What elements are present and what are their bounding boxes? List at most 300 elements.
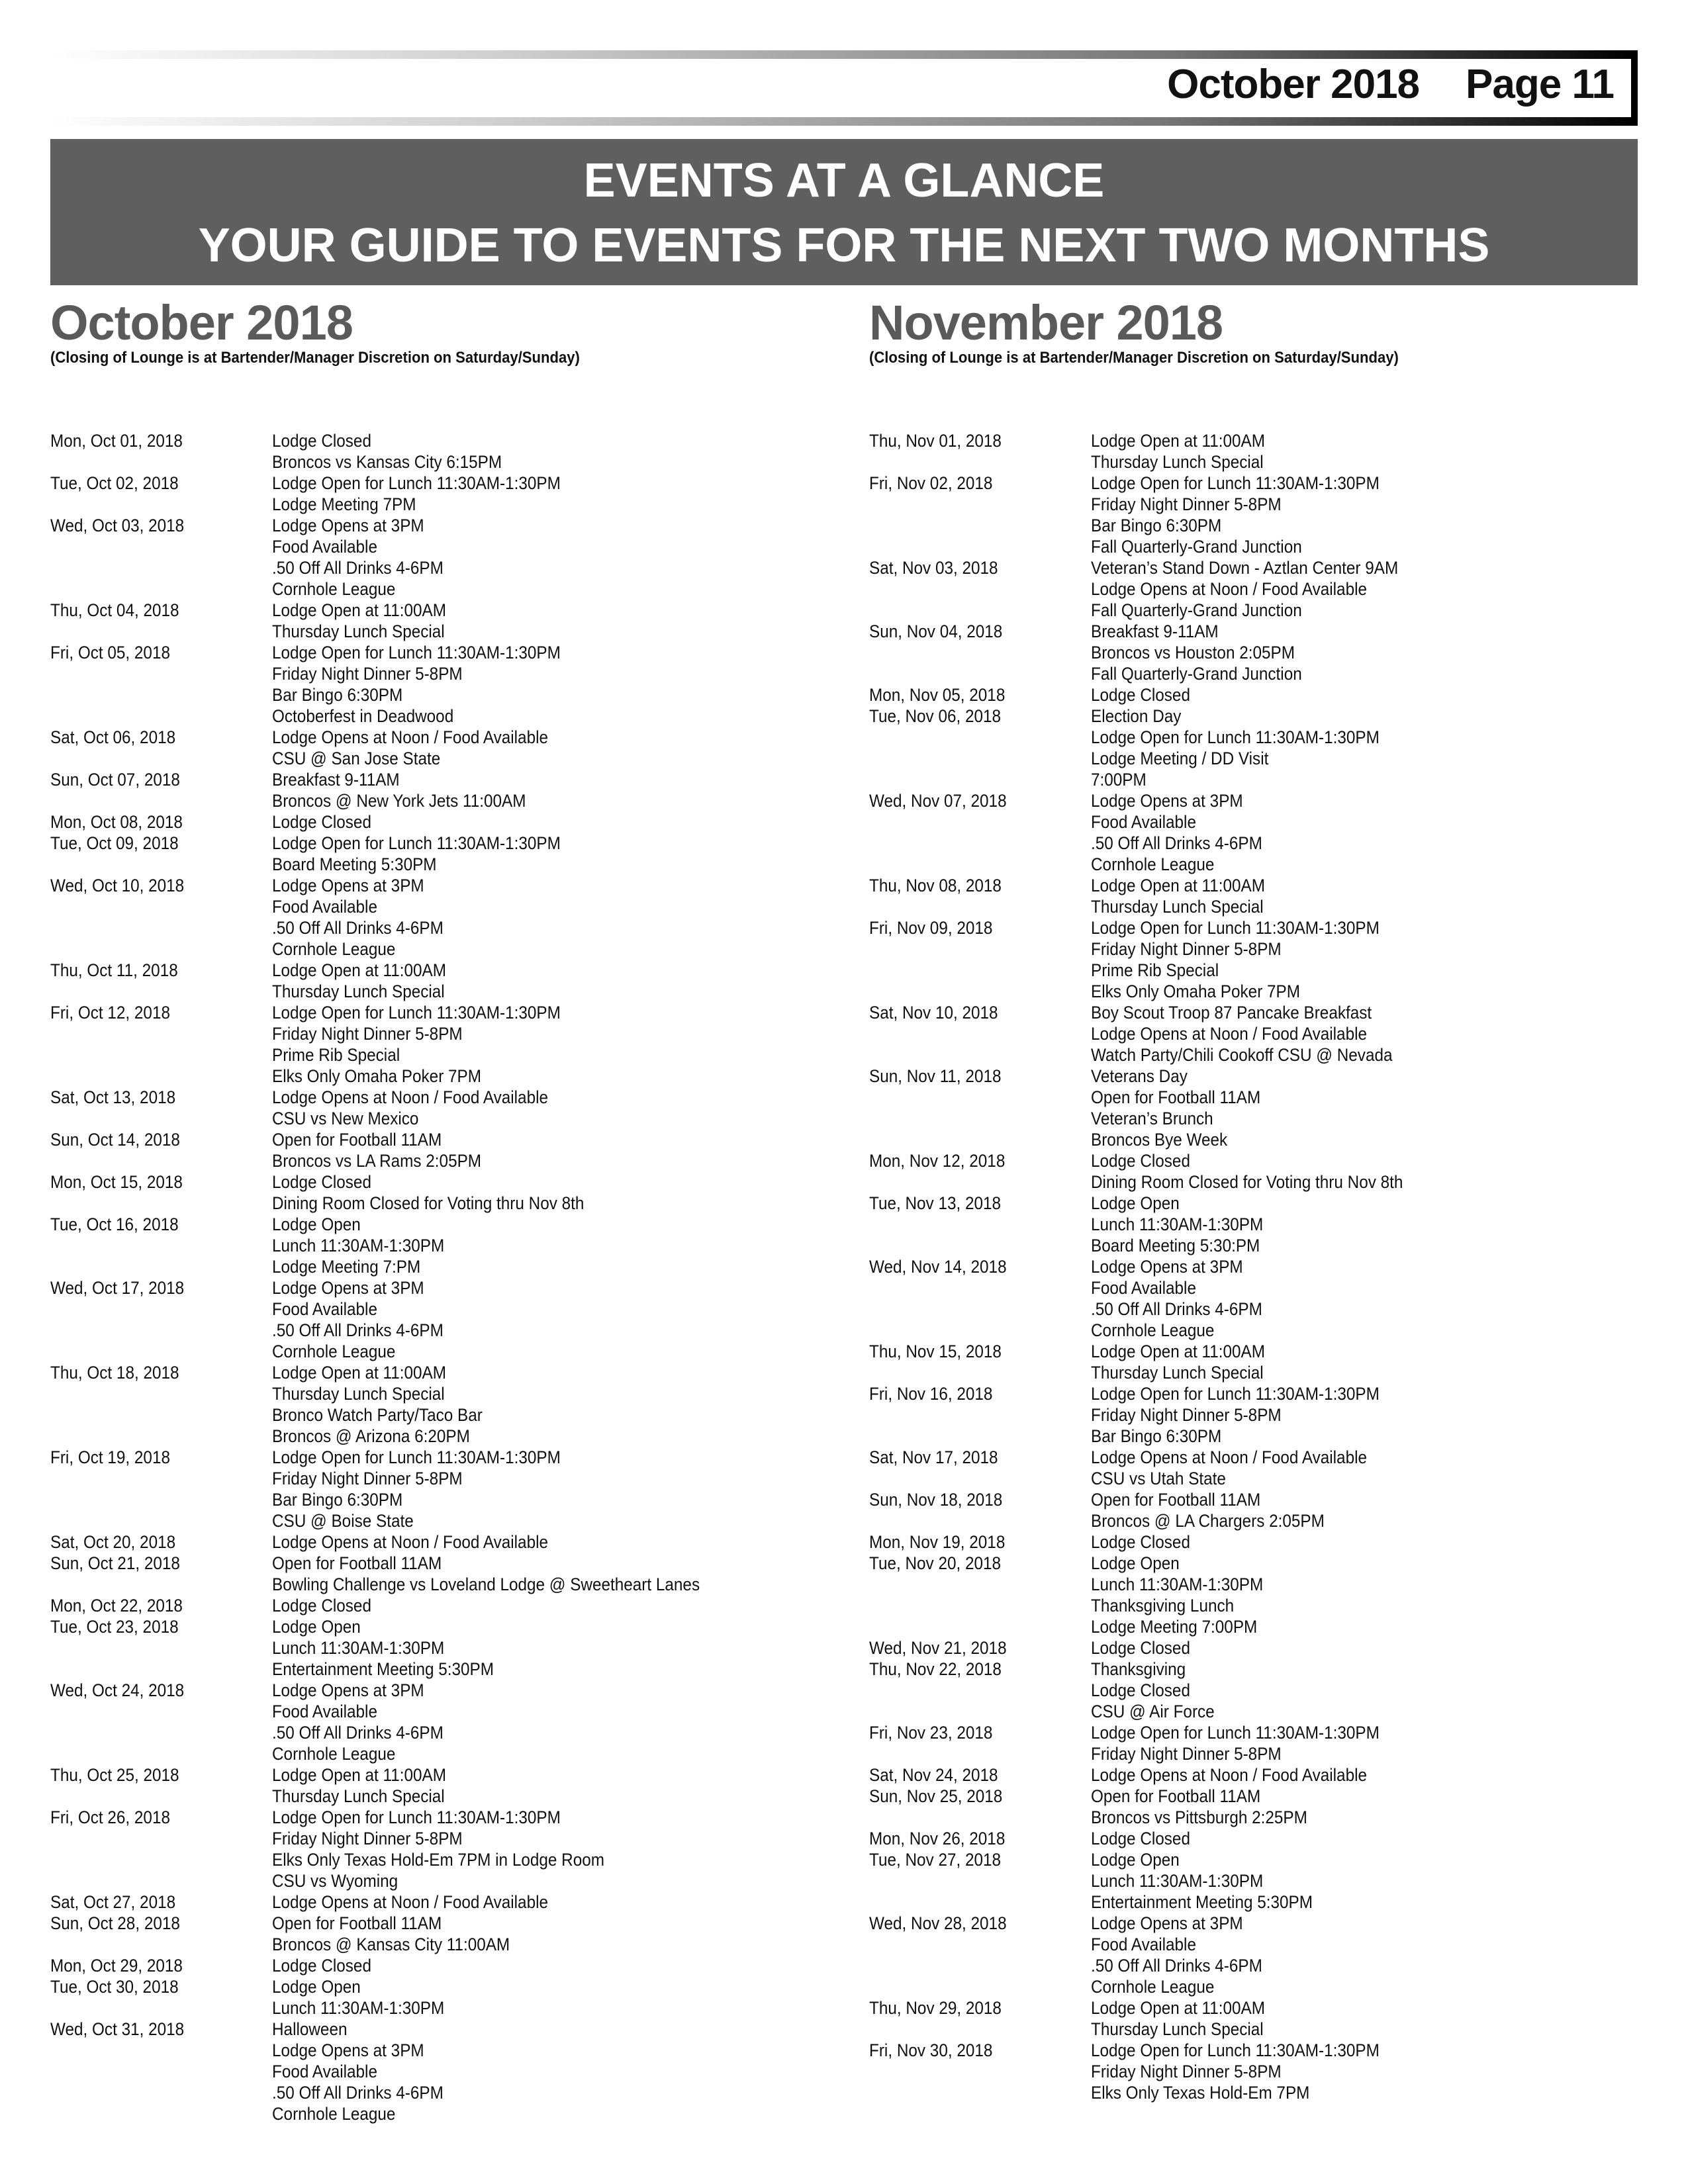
- event-item: Lodge Open at 11:00AM: [272, 600, 446, 620]
- day-date: Fri, Oct 26, 2018: [50, 1807, 170, 1827]
- day-events: [272, 600, 831, 642]
- event-item: Lodge Open for Lunch 11:30AM-1:30PM: [272, 473, 561, 493]
- event-item: Lodge Closed: [1091, 1638, 1190, 1658]
- event-item: Broncos @ Kansas City 11:00AM: [272, 1934, 510, 1954]
- day-date: Mon, Nov 12, 2018: [869, 1151, 1006, 1171]
- event-item: Lodge Open for Lunch 11:30AM-1:30PM: [1091, 1384, 1380, 1404]
- day-date: Wed, Oct 31, 2018: [50, 2019, 185, 2039]
- day-events: [272, 1447, 831, 1531]
- event-item: Open for Football 11AM: [272, 1913, 442, 1933]
- day-events: [1091, 1383, 1650, 1447]
- event-item: Lodge Open: [272, 1214, 361, 1234]
- event-item: Cornhole League: [272, 1744, 396, 1764]
- day-date: Sat, Nov 17, 2018: [869, 1447, 998, 1467]
- day-date: Mon, Oct 08, 2018: [50, 812, 183, 832]
- event-item: Food Available: [272, 897, 377, 917]
- day-events: [272, 1595, 831, 1616]
- event-item: Lodge Open at 11:00AM: [1091, 431, 1265, 451]
- day-entry: [869, 1531, 1650, 1553]
- day-date: Sat, Nov 24, 2018: [869, 1765, 998, 1785]
- day-date: Wed, Nov 07, 2018: [869, 791, 1007, 811]
- day-entry: [50, 515, 831, 600]
- event-item: Broncos vs Houston 2:05PM: [1091, 643, 1295, 662]
- day-date: Sat, Oct 27, 2018: [50, 1892, 176, 1912]
- day-date: Fri, Nov 23, 2018: [869, 1723, 993, 1743]
- event-item: 7:00PM: [1091, 770, 1147, 790]
- day-entry: [50, 1171, 831, 1214]
- event-item: Lodge Open for Lunch 11:30AM-1:30PM: [272, 643, 561, 662]
- event-item: Board Meeting 5:30:PM: [1091, 1236, 1260, 1255]
- event-item: Lunch 11:30AM-1:30PM: [272, 1236, 445, 1255]
- event-item: Broncos @ Arizona 6:20PM: [272, 1426, 470, 1446]
- event-item: Friday Night Dinner 5-8PM: [1091, 2062, 1282, 2081]
- day-events: [272, 1913, 831, 1955]
- day-date: Tue, Nov 13, 2018: [869, 1193, 1002, 1213]
- event-item: Lodge Open at 11:00AM: [272, 1765, 446, 1785]
- day-entry: [869, 557, 1650, 621]
- event-item: Thanksgiving Lunch: [1091, 1596, 1235, 1615]
- event-item: Fall Quarterly-Grand Junction: [1091, 537, 1302, 557]
- day-entry: [869, 1659, 1650, 1722]
- day-date: Mon, Oct 22, 2018: [50, 1596, 183, 1615]
- day-entry: [869, 1849, 1650, 1913]
- day-date: Wed, Nov 14, 2018: [869, 1257, 1007, 1277]
- day-date: Thu, Nov 22, 2018: [869, 1659, 1002, 1679]
- event-item: Open for Football 11AM: [272, 1553, 442, 1573]
- day-entry: [50, 1955, 831, 1976]
- event-item: Food Available: [272, 1299, 377, 1319]
- day-entry: [50, 1553, 831, 1595]
- event-item: Lodge Open: [1091, 1193, 1180, 1213]
- event-item: Lunch 11:30AM-1:30PM: [1091, 1574, 1264, 1594]
- day-entry: [869, 1997, 1650, 2040]
- event-item: Lodge Open for Lunch 11:30AM-1:30PM: [1091, 473, 1380, 493]
- day-entry: [50, 1595, 831, 1616]
- day-date: Thu, Nov 15, 2018: [869, 1342, 1002, 1361]
- event-item: CSU vs Utah State: [1091, 1469, 1226, 1488]
- day-entry: [869, 875, 1650, 917]
- event-item: Lodge Closed: [272, 431, 371, 451]
- day-events: [272, 1955, 831, 1976]
- event-item: Lodge Meeting 7PM: [272, 494, 416, 514]
- day-entry: [50, 1447, 831, 1531]
- day-entry: [50, 1913, 831, 1955]
- day-events: [272, 473, 831, 515]
- event-item: Bronco Watch Party/Taco Bar: [272, 1405, 483, 1425]
- day-date: Tue, Oct 30, 2018: [50, 1977, 179, 1997]
- day-events: [272, 1680, 831, 1764]
- day-entry: [50, 2019, 831, 2124]
- event-item: .50 Off All Drinks 4-6PM: [272, 918, 444, 938]
- day-entry: [869, 705, 1650, 790]
- event-item: .50 Off All Drinks 4-6PM: [272, 1723, 444, 1743]
- event-item: Friday Night Dinner 5-8PM: [272, 1024, 463, 1044]
- day-events: [1091, 1828, 1650, 1849]
- day-events: [1091, 1150, 1650, 1193]
- event-item: Prime Rib Special: [272, 1045, 400, 1065]
- event-item: Broncos vs LA Rams 2:05PM: [272, 1151, 482, 1171]
- event-item: Elks Only Omaha Poker 7PM: [272, 1066, 482, 1086]
- event-item: Open for Football 11AM: [1091, 1087, 1261, 1107]
- event-item: Cornhole League: [1091, 854, 1215, 874]
- event-item: Lunch 11:30AM-1:30PM: [272, 1638, 445, 1658]
- day-date: Tue, Oct 09, 2018: [50, 833, 179, 853]
- day-events: [272, 1362, 831, 1447]
- month-note: (Closing of Lounge is at Bartender/Manager Discretion on Saturday/Sunday): [50, 349, 580, 367]
- day-date: Mon, Nov 26, 2018: [869, 1829, 1006, 1848]
- issue-label: October 2018: [1167, 62, 1420, 107]
- day-entry: [50, 430, 831, 473]
- day-events: [1091, 790, 1650, 875]
- day-entry: [50, 1891, 831, 1913]
- event-item: Lodge Open at 11:00AM: [1091, 1342, 1265, 1361]
- event-item: Food Available: [272, 2062, 377, 2081]
- day-events: [1091, 1659, 1650, 1722]
- event-item: Lodge Opens at Noon / Food Available: [1091, 1447, 1368, 1467]
- event-item: Lunch 11:30AM-1:30PM: [272, 1998, 445, 2018]
- day-entry: [50, 600, 831, 642]
- event-item: Friday Night Dinner 5-8PM: [272, 1829, 463, 1848]
- day-entry: [869, 1447, 1650, 1489]
- day-date: Sat, Nov 03, 2018: [869, 558, 998, 578]
- day-date: Mon, Nov 05, 2018: [869, 685, 1006, 705]
- day-events: [1091, 1913, 1650, 1997]
- day-date: Wed, Nov 21, 2018: [869, 1638, 1007, 1658]
- event-item: Veterans Day: [1091, 1066, 1188, 1086]
- event-item: Friday Night Dinner 5-8PM: [272, 664, 463, 684]
- day-events: [272, 1129, 831, 1171]
- day-date: Thu, Nov 01, 2018: [869, 431, 1002, 451]
- october-event-list: [50, 430, 831, 2124]
- event-item: Lodge Open for Lunch 11:30AM-1:30PM: [272, 1003, 561, 1023]
- day-date: Mon, Oct 15, 2018: [50, 1172, 183, 1192]
- event-item: Lodge Open for Lunch 11:30AM-1:30PM: [1091, 918, 1380, 938]
- day-entry: [869, 1913, 1650, 1997]
- day-events: [272, 1277, 831, 1362]
- day-date: Wed, Oct 17, 2018: [50, 1278, 185, 1298]
- day-events: [272, 1807, 831, 1891]
- day-entry: [50, 473, 831, 515]
- day-events: [1091, 2040, 1650, 2103]
- event-item: Thursday Lunch Special: [1091, 897, 1264, 917]
- day-events: [1091, 430, 1650, 473]
- day-events: [272, 1002, 831, 1087]
- day-entry: [50, 642, 831, 727]
- day-entry: [50, 833, 831, 875]
- day-entry: [869, 2040, 1650, 2103]
- day-entry: [50, 1087, 831, 1129]
- day-events: [1091, 684, 1650, 705]
- day-date: Tue, Nov 20, 2018: [869, 1553, 1002, 1573]
- event-item: Friday Night Dinner 5-8PM: [1091, 1405, 1282, 1425]
- event-item: Lodge Opens at Noon / Food Available: [1091, 1024, 1368, 1044]
- event-item: Veteran’s Brunch: [1091, 1109, 1213, 1128]
- day-events: [272, 1214, 831, 1277]
- day-events: [272, 1171, 831, 1214]
- day-date: Sat, Nov 10, 2018: [869, 1003, 998, 1023]
- event-item: Boy Scout Troop 87 Pancake Breakfast: [1091, 1003, 1372, 1023]
- day-entry: [869, 1553, 1650, 1637]
- event-item: Octoberfest in Deadwood: [272, 706, 454, 726]
- day-date: Sun, Nov 04, 2018: [869, 621, 1003, 641]
- event-item: Lodge Opens at Noon / Food Available: [272, 1087, 549, 1107]
- day-events: [272, 2019, 831, 2124]
- event-item: Lodge Opens at 3PM: [1091, 791, 1243, 811]
- event-item: Halloween: [272, 2019, 348, 2039]
- event-item: Thursday Lunch Special: [272, 981, 445, 1001]
- event-item: Bar Bingo 6:30PM: [1091, 516, 1222, 535]
- day-date: Sun, Oct 14, 2018: [50, 1130, 180, 1150]
- event-item: Cornhole League: [1091, 1977, 1215, 1997]
- header-rule-top: [50, 50, 1638, 59]
- day-date: Sat, Oct 13, 2018: [50, 1087, 176, 1107]
- event-item: Lodge Closed: [1091, 1829, 1190, 1848]
- event-item: .50 Off All Drinks 4-6PM: [1091, 833, 1262, 853]
- event-item: Cornhole League: [272, 1342, 396, 1361]
- event-item: Broncos @ LA Chargers 2:05PM: [1091, 1511, 1325, 1531]
- day-date: Fri, Nov 30, 2018: [869, 2040, 993, 2060]
- day-date: Fri, Oct 05, 2018: [50, 643, 170, 662]
- day-events: [1091, 1256, 1650, 1341]
- header-rule-bottom: [50, 117, 1638, 126]
- day-entry: [869, 1828, 1650, 1849]
- month-title: November 2018: [869, 295, 1223, 350]
- event-item: Lodge Opens at 3PM: [1091, 1913, 1243, 1933]
- event-item: Lodge Closed: [272, 1956, 371, 1976]
- day-entry: [50, 1976, 831, 2019]
- event-item: Bowling Challenge vs Loveland Lodge @ Sweetheart Lanes: [272, 1574, 700, 1594]
- event-item: Broncos Bye Week: [1091, 1130, 1228, 1150]
- event-item: Lodge Open for Lunch 11:30AM-1:30PM: [1091, 727, 1380, 747]
- day-date: Thu, Oct 04, 2018: [50, 600, 179, 620]
- day-events: [1091, 705, 1650, 790]
- day-date: Tue, Nov 27, 2018: [869, 1850, 1002, 1870]
- day-entry: [869, 1066, 1650, 1150]
- day-entry: [869, 1489, 1650, 1531]
- event-item: Thursday Lunch Special: [1091, 1363, 1264, 1383]
- day-events: [272, 875, 831, 960]
- event-item: Lodge Opens at Noon / Food Available: [1091, 1765, 1368, 1785]
- event-item: Lodge Opens at Noon / Food Available: [272, 1892, 549, 1912]
- day-date: Sat, Oct 06, 2018: [50, 727, 176, 747]
- day-events: [1091, 1764, 1650, 1786]
- event-item: Broncos vs Kansas City 6:15PM: [272, 452, 502, 472]
- day-entry: [869, 917, 1650, 1002]
- event-item: Food Available: [272, 1702, 377, 1721]
- event-item: Lodge Opens at 3PM: [1091, 1257, 1243, 1277]
- event-item: Thursday Lunch Special: [272, 621, 445, 641]
- day-entry: [50, 1129, 831, 1171]
- day-entry: [50, 769, 831, 811]
- day-entry: [869, 790, 1650, 875]
- day-entry: [869, 1150, 1650, 1193]
- day-events: [272, 430, 831, 473]
- event-item: .50 Off All Drinks 4-6PM: [272, 1320, 444, 1340]
- day-date: Fri, Oct 19, 2018: [50, 1447, 170, 1467]
- event-item: Broncos vs Pittsburgh 2:25PM: [1091, 1807, 1307, 1827]
- day-date: Thu, Nov 29, 2018: [869, 1998, 1002, 2018]
- day-entry: [869, 1764, 1650, 1786]
- day-entry: [50, 1531, 831, 1553]
- event-item: Entertainment Meeting 5:30PM: [1091, 1892, 1313, 1912]
- day-date: Sun, Oct 28, 2018: [50, 1913, 180, 1933]
- day-date: Wed, Oct 10, 2018: [50, 876, 185, 895]
- event-item: Food Available: [272, 537, 377, 557]
- day-events: [272, 960, 831, 1002]
- day-entry: [869, 1002, 1650, 1066]
- event-item: Entertainment Meeting 5:30PM: [272, 1659, 494, 1679]
- day-date: Sun, Oct 21, 2018: [50, 1553, 180, 1573]
- day-entry: [869, 1786, 1650, 1828]
- event-item: Cornhole League: [1091, 1320, 1215, 1340]
- day-entry: [869, 1383, 1650, 1447]
- day-events: [1091, 473, 1650, 557]
- day-entry: [50, 1362, 831, 1447]
- event-item: Lodge Meeting / DD Visit: [1091, 749, 1269, 768]
- event-item: Lodge Open for Lunch 11:30AM-1:30PM: [1091, 2040, 1380, 2060]
- day-date: Sun, Oct 07, 2018: [50, 770, 180, 790]
- event-item: Lodge Opens at 3PM: [272, 1680, 424, 1700]
- day-date: Tue, Oct 23, 2018: [50, 1617, 179, 1637]
- event-item: Lunch 11:30AM-1:30PM: [1091, 1214, 1264, 1234]
- day-entry: [50, 1616, 831, 1680]
- day-entry: [869, 1193, 1650, 1256]
- event-item: Lodge Opens at 3PM: [272, 516, 424, 535]
- event-item: Lodge Open: [1091, 1553, 1180, 1573]
- november-event-list: [869, 430, 1650, 2103]
- event-item: CSU @ Boise State: [272, 1511, 414, 1531]
- day-entry: [50, 1214, 831, 1277]
- day-date: Thu, Nov 08, 2018: [869, 876, 1002, 895]
- event-item: Dining Room Closed for Voting thru Nov 8th: [1091, 1172, 1403, 1192]
- day-date: Tue, Oct 02, 2018: [50, 473, 179, 493]
- day-events: [1091, 621, 1650, 684]
- day-events: [272, 1087, 831, 1129]
- event-item: Open for Football 11AM: [1091, 1786, 1261, 1806]
- event-item: Lodge Open at 11:00AM: [272, 1363, 446, 1383]
- day-events: [272, 1531, 831, 1553]
- event-item: Bar Bingo 6:30PM: [272, 1490, 403, 1510]
- event-item: Lodge Open for Lunch 11:30AM-1:30PM: [272, 1447, 561, 1467]
- day-entry: [50, 960, 831, 1002]
- page-header: [1167, 61, 1614, 108]
- event-item: Bar Bingo 6:30PM: [1091, 1426, 1222, 1446]
- day-entry: [50, 727, 831, 769]
- day-events: [1091, 1531, 1650, 1553]
- day-events: [1091, 1553, 1650, 1637]
- day-events: [272, 833, 831, 875]
- day-date: Mon, Oct 29, 2018: [50, 1956, 183, 1976]
- day-events: [272, 642, 831, 727]
- november-column: [869, 295, 1650, 2103]
- day-entry: [869, 430, 1650, 473]
- event-item: Fall Quarterly-Grand Junction: [1091, 664, 1302, 684]
- day-entry: [50, 811, 831, 833]
- day-events: [1091, 1341, 1650, 1383]
- event-item: Thursday Lunch Special: [1091, 452, 1264, 472]
- day-entry: [869, 1637, 1650, 1659]
- day-entry: [869, 621, 1650, 684]
- day-date: Thu, Oct 25, 2018: [50, 1765, 179, 1785]
- header-rule-right: [1631, 50, 1638, 126]
- day-events: [272, 727, 831, 769]
- day-date: Fri, Nov 16, 2018: [869, 1384, 993, 1404]
- event-item: Veteran’s Stand Down - Aztlan Center 9AM: [1091, 558, 1399, 578]
- day-events: [1091, 1849, 1650, 1913]
- event-item: Lodge Open for Lunch 11:30AM-1:30PM: [272, 1807, 561, 1827]
- day-events: [1091, 1786, 1650, 1828]
- event-item: Breakfast 9-11AM: [1091, 621, 1219, 641]
- day-date: Wed, Oct 03, 2018: [50, 516, 185, 535]
- day-date: Thu, Oct 11, 2018: [50, 960, 178, 980]
- event-item: Lodge Open: [272, 1617, 361, 1637]
- day-events: [1091, 875, 1650, 917]
- day-events: [1091, 557, 1650, 621]
- event-item: CSU vs Wyoming: [272, 1871, 399, 1891]
- day-entry: [50, 1764, 831, 1807]
- event-item: Election Day: [1091, 706, 1182, 726]
- day-events: [1091, 1447, 1650, 1489]
- event-item: Lodge Closed: [272, 1172, 371, 1192]
- day-date: Sun, Nov 18, 2018: [869, 1490, 1003, 1510]
- event-item: Lodge Open at 11:00AM: [1091, 876, 1265, 895]
- event-item: Open for Football 11AM: [272, 1130, 442, 1150]
- event-item: Thursday Lunch Special: [272, 1384, 445, 1404]
- event-item: Thursday Lunch Special: [1091, 2019, 1264, 2039]
- day-date: Thu, Oct 18, 2018: [50, 1363, 179, 1383]
- event-item: Elks Only Omaha Poker 7PM: [1091, 981, 1301, 1001]
- day-events: [1091, 1489, 1650, 1531]
- event-item: CSU vs New Mexico: [272, 1109, 419, 1128]
- event-item: Lunch 11:30AM-1:30PM: [1091, 1871, 1264, 1891]
- day-date: Sun, Nov 25, 2018: [869, 1786, 1003, 1806]
- event-item: Lodge Meeting 7:PM: [272, 1257, 421, 1277]
- event-item: .50 Off All Drinks 4-6PM: [1091, 1299, 1262, 1319]
- banner-title: EVENTS AT A GLANCE: [583, 154, 1105, 207]
- event-item: Friday Night Dinner 5-8PM: [272, 1469, 463, 1488]
- event-item: Lodge Open for Lunch 11:30AM-1:30PM: [1091, 1723, 1380, 1743]
- event-item: Lodge Opens at Noon / Food Available: [1091, 579, 1368, 599]
- day-entry: [50, 875, 831, 960]
- day-date: Fri, Oct 12, 2018: [50, 1003, 170, 1023]
- event-item: Dining Room Closed for Voting thru Nov 8th: [272, 1193, 585, 1213]
- event-item: Food Available: [1091, 1278, 1196, 1298]
- day-entry: [50, 1002, 831, 1087]
- event-item: Cornhole League: [272, 579, 396, 599]
- event-item: CSU @ Air Force: [1091, 1702, 1215, 1721]
- event-item: Lodge Closed: [1091, 1532, 1190, 1552]
- event-item: Lodge Closed: [1091, 685, 1190, 705]
- day-date: Tue, Nov 06, 2018: [869, 706, 1002, 726]
- event-item: Lodge Closed: [1091, 1680, 1190, 1700]
- day-date: Sat, Oct 20, 2018: [50, 1532, 176, 1552]
- event-item: CSU @ San Jose State: [272, 749, 441, 768]
- event-item: .50 Off All Drinks 4-6PM: [1091, 1956, 1262, 1976]
- event-item: Board Meeting 5:30PM: [272, 854, 437, 874]
- event-item: Lodge Opens at 3PM: [272, 1278, 424, 1298]
- event-item: Lodge Closed: [272, 1596, 371, 1615]
- day-date: Sun, Nov 11, 2018: [869, 1066, 1002, 1086]
- day-entry: [50, 1277, 831, 1362]
- month-note: (Closing of Lounge is at Bartender/Manager Discretion on Saturday/Sunday): [869, 349, 1399, 367]
- day-events: [1091, 917, 1650, 1002]
- event-item: Breakfast 9-11AM: [272, 770, 400, 790]
- event-item: Prime Rib Special: [1091, 960, 1219, 980]
- day-entry: [869, 1256, 1650, 1341]
- event-item: Lodge Open for Lunch 11:30AM-1:30PM: [272, 833, 561, 853]
- event-item: Lodge Opens at 3PM: [272, 876, 424, 895]
- day-events: [272, 769, 831, 811]
